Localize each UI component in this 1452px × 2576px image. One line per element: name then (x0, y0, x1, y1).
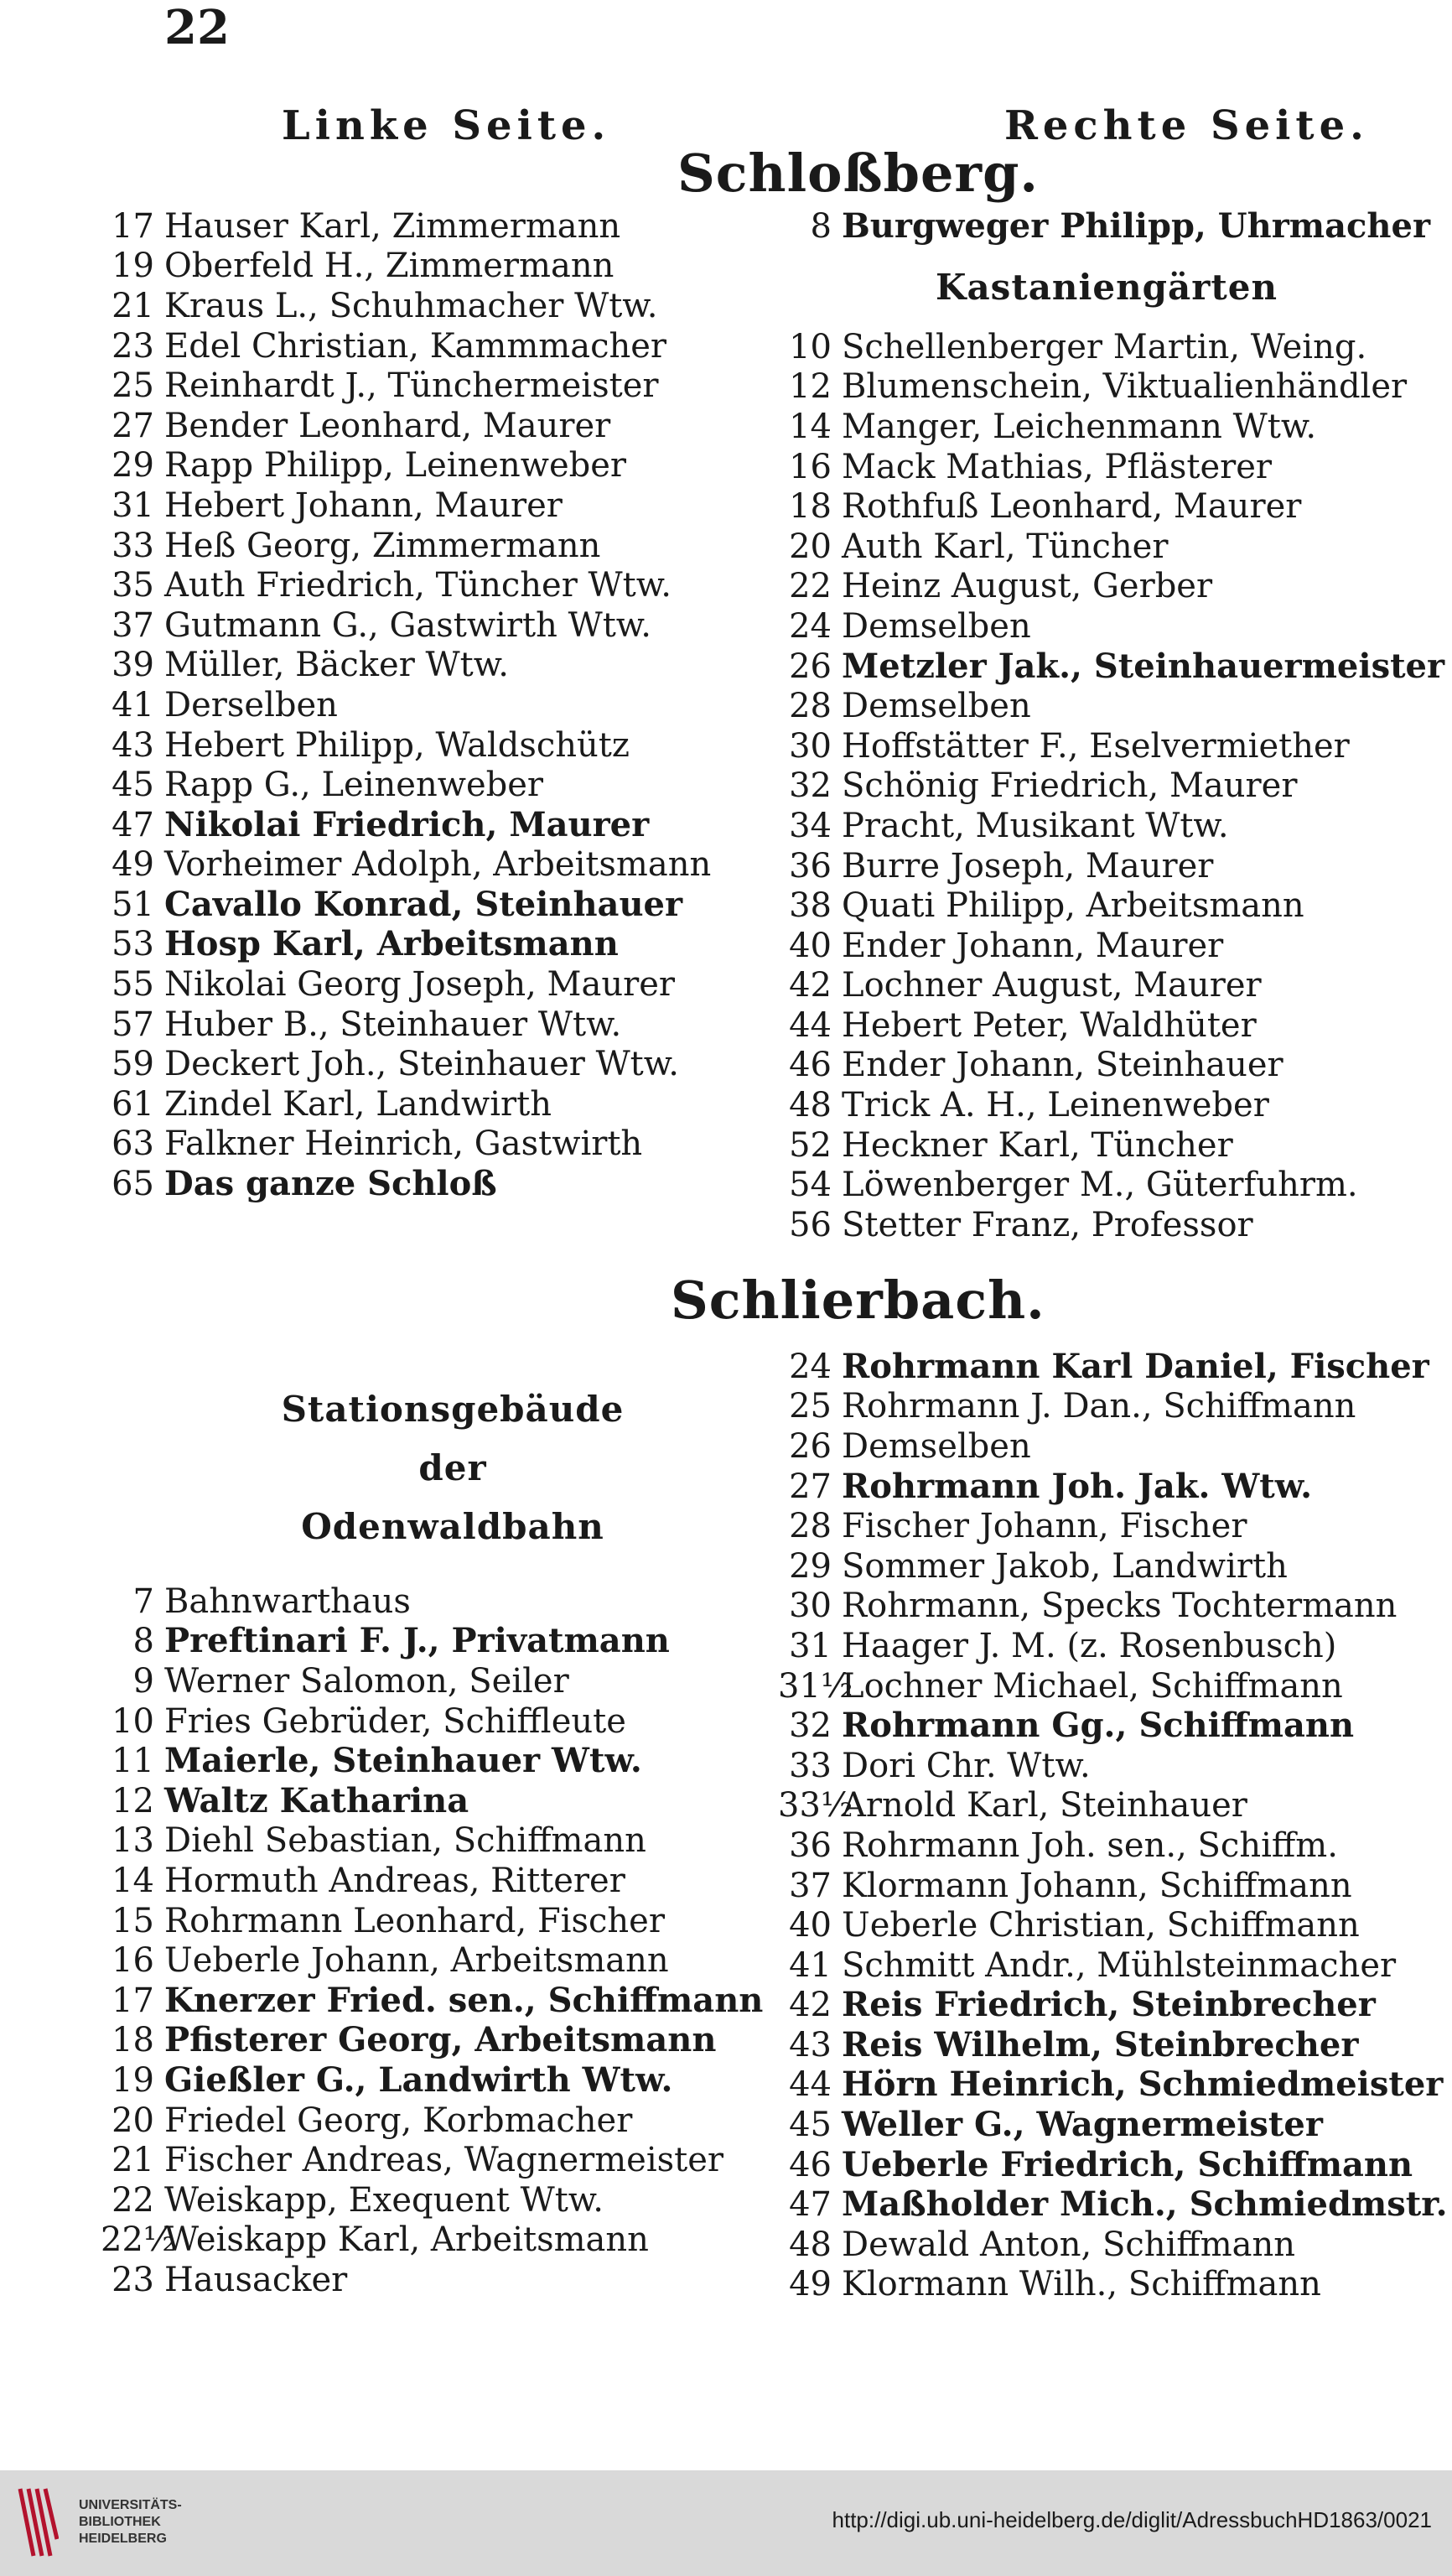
house-number: 12 (789, 367, 832, 407)
house-number: 10 (111, 1701, 154, 1741)
resident-entry: Bender Leonhard, Maurer (164, 406, 611, 445)
resident-entry: Lochner August, Maurer (842, 966, 1262, 1005)
house-number: 25 (111, 366, 154, 406)
resident-entry: Rohrmann Joh. sen., Schiffm. (842, 1826, 1338, 1865)
resident-entry: Dewald Anton, Schiffmann (842, 2225, 1296, 2264)
house-number: 47 (111, 805, 154, 844)
house-number: 9 (132, 1661, 154, 1701)
list-item (101, 1661, 763, 1701)
house-number: 24 (789, 1347, 832, 1386)
list-item (101, 725, 711, 766)
list-item (778, 327, 1444, 367)
list-item (101, 1901, 763, 1941)
resident-entry: Das ganze Schloß (164, 1164, 497, 1204)
resident-entry: Nikolai Friedrich, Maurer (164, 804, 650, 844)
house-number: 35 (111, 566, 154, 605)
list-item (101, 1084, 711, 1124)
list-item (101, 685, 711, 725)
schlossberg-right-column (778, 327, 1444, 1245)
list-item (778, 2265, 1448, 2305)
left-side-label: Linke Seite. (282, 102, 611, 149)
resident-entry: Huber B., Steinhauer Wtw. (164, 1005, 622, 1044)
resident-entry: Ender Johann, Maurer (842, 926, 1224, 965)
list-item (778, 1746, 1448, 1786)
house-number: 59 (111, 1045, 154, 1084)
schlossberg-left-column (101, 206, 711, 1204)
list-item (101, 2140, 763, 2180)
resident-entry: Ueberle Friedrich, Schiffmann (842, 2144, 1413, 2184)
house-number: 21 (111, 2141, 154, 2180)
house-number: 54 (789, 1166, 832, 1205)
house-number: 39 (111, 646, 154, 685)
resident-entry: Heinz August, Gerber (842, 567, 1213, 606)
house-number: 16 (111, 1941, 154, 1981)
resident-entry: Hauser Karl, Zimmermann (164, 206, 621, 246)
list-item (101, 925, 711, 965)
resident-entry: Knerzer Fried. sen., Schiffmann (164, 1980, 764, 2020)
resident-entry: Derselben (164, 685, 338, 724)
house-number: 32 (789, 766, 832, 806)
list-item (778, 1387, 1448, 1427)
list-item (101, 765, 711, 805)
list-item (778, 926, 1444, 966)
resident-entry: Mack Mathias, Pflästerer (842, 447, 1273, 486)
resident-entry: Rohrmann Leonhard, Fischer (164, 1901, 665, 1940)
house-number: 57 (111, 1005, 154, 1044)
house-number: 16 (789, 447, 832, 486)
list-item (778, 1426, 1448, 1467)
resident-entry: Hörn Heinrich, Schmiedmeister (842, 2064, 1444, 2105)
resident-entry: Bahnwarthaus (164, 1581, 411, 1621)
resident-entry: Hebert Johann, Maurer (164, 486, 563, 525)
house-number: 34 (789, 806, 832, 845)
resident-entry: Nikolai Georg Joseph, Maurer (164, 965, 676, 1005)
list-item (101, 1164, 711, 1204)
station-heading-line1: Stationsgebäude (281, 1389, 625, 1430)
house-number: 17 (111, 1981, 154, 2020)
house-number: 22½ (101, 2220, 176, 2260)
resident-entry: Maierle, Steinhauer Wtw. (164, 1741, 642, 1781)
list-item (778, 1866, 1448, 1906)
resident-entry: Pfisterer Georg, Arbeitsmann (164, 2020, 717, 2060)
house-number: 11 (111, 1742, 154, 1781)
resident-entry: Sommer Jakob, Landwirth (842, 1546, 1288, 1586)
list-item (778, 686, 1444, 726)
resident-entry: Klormann Johann, Schiffmann (842, 1866, 1352, 1905)
resident-entry: Friedel Georg, Korbmacher (164, 2101, 633, 2140)
resident-entry: Oberfeld H., Zimmermann (164, 247, 615, 286)
resident-entry: Auth Friedrich, Tüncher Wtw. (164, 566, 672, 605)
resident-entry: Dori Chr. Wtw. (842, 1746, 1091, 1785)
house-number: 24 (789, 606, 832, 646)
resident-entry: Rohrmann Gg., Schiffmann (842, 1706, 1355, 1746)
list-item (101, 1581, 763, 1622)
list-item (778, 966, 1444, 1006)
house-number: 42 (789, 1986, 832, 2025)
house-number: 44 (789, 1005, 832, 1045)
list-item (778, 527, 1444, 567)
resident-entry: Haager J. M. (z. Rosenbusch) (842, 1626, 1337, 1665)
resident-entry: Rohrmann Karl Daniel, Fischer (842, 1346, 1429, 1386)
list-item (778, 1826, 1448, 1866)
list-item (101, 1044, 711, 1084)
resident-entry: Edel Christian, Kammmacher (164, 326, 667, 366)
schlierbach-right-column (778, 1347, 1448, 2304)
list-item (101, 964, 711, 1005)
house-number: 27 (111, 406, 154, 445)
list-item (778, 1347, 1448, 1387)
resident-entry: Schmitt Andr., Mühlsteinmacher (842, 1945, 1397, 1985)
list-item (101, 805, 711, 845)
list-item (778, 1905, 1448, 1945)
list-item (778, 1626, 1448, 1666)
list-item (778, 407, 1444, 447)
house-number: 20 (789, 527, 832, 566)
house-number: 31 (789, 1626, 832, 1665)
house-number: 53 (111, 925, 154, 964)
resident-entry: Hormuth Andreas, Ritterer (164, 1861, 625, 1900)
resident-entry: Arnold Karl, Steinhauer (842, 1786, 1247, 1826)
resident-entry: Heß Georg, Zimmermann (164, 526, 601, 565)
list-item (101, 845, 711, 886)
list-item (101, 2220, 763, 2261)
house-number: 14 (789, 407, 832, 446)
logo-line-1: UNIVERSITÄTS- (79, 2498, 182, 2512)
list-item (778, 1546, 1448, 1587)
list-item (778, 1165, 1444, 1205)
house-number: 10 (789, 327, 832, 366)
house-number: 23 (111, 326, 154, 366)
resident-entry: Burgweger Philipp, Uhrmacher (842, 205, 1431, 246)
list-item (101, 1005, 711, 1045)
list-item (101, 1821, 763, 1862)
house-number: 17 (111, 206, 154, 246)
resident-entry: Schellenberger Martin, Weing. (842, 327, 1367, 366)
list-item (778, 766, 1444, 807)
section-title-schlossberg: Schloßberg. (677, 143, 1040, 204)
resident-entry: Hausacker (164, 2260, 348, 2299)
list-item (778, 1786, 1448, 1826)
resident-entry: Quati Philipp, Arbeitsmann (842, 886, 1304, 926)
list-item (778, 1085, 1444, 1125)
resident-entry: Blumenschein, Viktualienhändler (842, 367, 1408, 407)
list-item (778, 1587, 1448, 1627)
resident-entry: Vorheimer Adolph, Arbeitsmann (164, 845, 712, 885)
list-item (101, 206, 711, 247)
house-number: 19 (111, 2060, 154, 2100)
list-item (778, 1706, 1448, 1746)
list-item (778, 567, 1444, 607)
library-logo-text (79, 2497, 182, 2547)
resident-entry: Hosp Karl, Arbeitsmann (164, 924, 619, 964)
list-item (101, 1781, 763, 1821)
resident-entry: Müller, Bäcker Wtw. (164, 646, 509, 685)
list-item (778, 1467, 1448, 1507)
list-item (101, 2021, 763, 2061)
resident-entry: Demselben (842, 1426, 1031, 1466)
list-item (101, 326, 711, 366)
list-item (101, 2060, 763, 2101)
resident-entry: Ender Johann, Steinhauer (842, 1046, 1283, 1085)
resident-entry: Weiskapp Karl, Arbeitsmann (164, 2220, 649, 2260)
house-number: 29 (789, 1546, 832, 1586)
list-item (101, 2101, 763, 2141)
list-item (778, 486, 1444, 527)
house-number: 40 (789, 1906, 832, 1945)
house-number: 28 (789, 687, 832, 726)
resident-entry: Schönig Friedrich, Maurer (842, 766, 1298, 806)
list-item (101, 2260, 763, 2300)
resident-entry: Gutmann G., Gastwirth Wtw. (164, 605, 651, 645)
resident-entry: Hebert Philipp, Waldschütz (164, 725, 630, 765)
house-number: 46 (789, 1046, 832, 1085)
house-number: 33½ (778, 1786, 853, 1826)
house-number: 52 (789, 1125, 832, 1165)
house-number: 37 (111, 605, 154, 645)
resident-entry: Cavallo Konrad, Steinhauer (164, 884, 683, 924)
resident-entry: Rapp Philipp, Leinenweber (164, 446, 627, 486)
list-item (778, 2065, 1448, 2106)
house-number: 13 (111, 1821, 154, 1861)
list-item (101, 1622, 763, 1662)
house-number: 41 (789, 1945, 832, 1985)
house-number: 36 (789, 846, 832, 886)
list-item (778, 806, 1444, 846)
right-side-label: Rechte Seite. (1004, 102, 1369, 149)
resident-entry: Maßholder Mich., Schmiedmstr. (842, 2184, 1448, 2225)
house-number: 21 (111, 286, 154, 325)
list-item (778, 367, 1444, 408)
list-item (778, 2184, 1448, 2225)
house-number: 26 (789, 1426, 832, 1466)
list-item (101, 1940, 763, 1981)
resident-entry: Preftinari F. J., Privatmann (164, 1621, 670, 1661)
house-number: 14 (111, 1861, 154, 1900)
house-number: 65 (111, 1165, 154, 1204)
house-number: 22 (111, 2180, 154, 2220)
resident-entry: Waltz Katharina (164, 1780, 469, 1820)
library-logo-icon (15, 2480, 59, 2564)
list-item (778, 2105, 1448, 2145)
resident-entry: Zindel Karl, Landwirth (164, 1084, 552, 1124)
house-number: 44 (789, 2065, 832, 2105)
house-number: 15 (111, 1901, 154, 1940)
house-number: 19 (111, 247, 154, 286)
house-number: 41 (111, 685, 154, 724)
house-number: 56 (789, 1205, 832, 1244)
house-number: 48 (789, 2225, 832, 2264)
resident-entry: Rothfuß Leonhard, Maurer (842, 487, 1302, 527)
list-item (101, 2180, 763, 2220)
list-item (101, 565, 711, 605)
list-item (778, 1506, 1448, 1546)
resident-entry: Lochner Michael, Schiffmann (842, 1666, 1343, 1706)
resident-entry: Demselben (842, 606, 1031, 646)
resident-entry: Gießler G., Landwirth Wtw. (164, 2059, 673, 2100)
resident-entry: Weiskapp, Exequent Wtw. (164, 2180, 604, 2220)
schlierbach-left-column (101, 1581, 763, 2300)
resident-entry: Rohrmann J. Dan., Schiffmann (842, 1387, 1356, 1426)
house-number: 32 (789, 1706, 832, 1746)
list-item (778, 206, 1430, 247)
list-item (101, 1124, 711, 1165)
resident-entry: Metzler Jak., Steinhauermeister (842, 646, 1445, 686)
resident-entry: Kraus L., Schuhmacher Wtw. (164, 286, 658, 325)
house-number: 49 (789, 2265, 832, 2304)
list-item (101, 286, 711, 326)
house-number: 48 (789, 1086, 832, 1125)
resident-entry: Reis Friedrich, Steinbrecher (842, 1985, 1376, 2025)
house-number: 46 (789, 2145, 832, 2184)
list-item (778, 2145, 1448, 2185)
resident-entry: Hebert Peter, Waldhüter (842, 1005, 1257, 1045)
house-number: 33 (789, 1746, 832, 1785)
list-item (101, 1861, 763, 1901)
house-number: 7 (132, 1581, 154, 1621)
logo-line-2: BIBLIOTHEK (79, 2515, 161, 2529)
schlossberg-right-first (778, 206, 1430, 247)
list-item (778, 2025, 1448, 2065)
list-item (778, 726, 1444, 766)
list-item (101, 1741, 763, 1781)
resident-entry: Fries Gebrüder, Schiffleute (164, 1701, 626, 1741)
list-item (778, 1945, 1448, 1986)
resident-entry: Weller G., Wagnermeister (842, 2105, 1323, 2145)
list-item (101, 366, 711, 406)
resident-entry: Pracht, Musikant Wtw. (842, 806, 1229, 845)
resident-entry: Hoffstätter F., Eselvermiether (842, 726, 1350, 766)
list-item (778, 647, 1444, 687)
resident-entry: Stetter Franz, Professor (842, 1205, 1253, 1244)
house-number: 29 (111, 446, 154, 486)
house-number: 27 (789, 1467, 832, 1506)
house-number: 30 (789, 726, 832, 766)
house-number: 37 (789, 1866, 832, 1905)
list-item (778, 1986, 1448, 2026)
house-number: 25 (789, 1387, 832, 1426)
house-number: 40 (789, 926, 832, 965)
resident-entry: Falkner Heinrich, Gastwirth (164, 1124, 643, 1164)
resident-entry: Manger, Leichenmann Wtw. (842, 407, 1317, 446)
section-title-schlierbach: Schlierbach. (671, 1270, 1045, 1331)
station-heading-line2: der (418, 1447, 487, 1488)
house-number: 18 (111, 2021, 154, 2060)
house-number: 20 (111, 2101, 154, 2140)
house-number: 36 (789, 1826, 832, 1865)
list-item (101, 885, 711, 925)
list-item (778, 606, 1444, 647)
house-number: 30 (789, 1587, 832, 1626)
resident-entry: Reis Wilhelm, Steinbrecher (842, 2024, 1359, 2064)
house-number: 12 (111, 1781, 154, 1820)
resident-entry: Rohrmann, Specks Tochtermann (842, 1587, 1398, 1626)
resident-entry: Auth Karl, Tüncher (842, 527, 1169, 566)
resident-entry: Reinhardt J., Tünchermeister (164, 366, 659, 406)
house-number: 38 (789, 886, 832, 926)
house-number: 42 (789, 966, 832, 1005)
resident-entry: Deckert Joh., Steinhauer Wtw. (164, 1045, 679, 1084)
resident-entry: Rapp G., Leinenweber (164, 766, 544, 805)
resident-entry: Heckner Karl, Tüncher (842, 1125, 1233, 1165)
house-number: 49 (111, 845, 154, 885)
house-number: 45 (789, 2106, 832, 2145)
house-number: 23 (111, 2260, 154, 2299)
house-number: 61 (111, 1084, 154, 1124)
footer-url-link[interactable]: http://digi.ub.uni-heidelberg.de/diglit/AdressbuchHD1863/0021 (832, 2507, 1432, 2532)
list-item (778, 886, 1444, 926)
resident-entry: Klormann Wilh., Schiffmann (842, 2265, 1321, 2304)
house-number: 45 (111, 766, 154, 805)
resident-entry: Rohrmann Joh. Jak. Wtw. (842, 1466, 1313, 1506)
list-item (101, 605, 711, 646)
list-item (101, 486, 711, 526)
house-number: 43 (111, 725, 154, 765)
list-item (778, 846, 1444, 886)
list-item (101, 247, 711, 287)
resident-entry: Fischer Johann, Fischer (842, 1507, 1247, 1546)
list-item (778, 2225, 1448, 2265)
list-item (778, 1666, 1448, 1706)
list-item (778, 1005, 1444, 1046)
house-number: 18 (789, 487, 832, 527)
house-number: 51 (111, 885, 154, 924)
resident-entry: Diehl Sebastian, Schiffmann (164, 1821, 646, 1861)
resident-entry: Ueberle Christian, Schiffmann (842, 1906, 1360, 1945)
house-number: 63 (111, 1124, 154, 1164)
house-number: 22 (789, 567, 832, 606)
house-number: 47 (789, 2185, 832, 2225)
list-item (101, 406, 711, 446)
list-item (101, 646, 711, 686)
station-heading-line3: Odenwaldbahn (301, 1506, 604, 1547)
house-number: 8 (810, 206, 832, 246)
house-number: 55 (111, 965, 154, 1005)
list-item (101, 526, 711, 566)
house-number: 26 (789, 647, 832, 686)
resident-entry: Trick A. H., Leinenweber (842, 1086, 1269, 1125)
resident-entry: Ueberle Johann, Arbeitsmann (164, 1941, 669, 1981)
house-number: 8 (132, 1622, 154, 1661)
list-item (778, 447, 1444, 487)
resident-entry: Fischer Andreas, Wagnermeister (164, 2141, 724, 2180)
resident-entry: Löwenberger M., Güterfuhrm. (842, 1166, 1358, 1205)
list-item (101, 1981, 763, 2021)
house-number: 28 (789, 1507, 832, 1546)
house-number: 33 (111, 526, 154, 565)
list-item (101, 1701, 763, 1742)
page-number: 22 (164, 0, 230, 55)
list-item (778, 1125, 1444, 1166)
logo-line-3: HEIDELBERG (79, 2532, 167, 2546)
house-number: 43 (789, 2025, 832, 2064)
kastaniengaerten-heading: Kastaniengärten (935, 267, 1278, 308)
house-number: 31½ (778, 1666, 853, 1706)
list-item (778, 1046, 1444, 1086)
list-item (778, 1205, 1444, 1245)
resident-entry: Demselben (842, 687, 1031, 726)
list-item (101, 446, 711, 486)
resident-entry: Werner Salomon, Seiler (164, 1661, 569, 1701)
house-number: 31 (111, 486, 154, 525)
resident-entry: Burre Joseph, Maurer (842, 846, 1214, 886)
